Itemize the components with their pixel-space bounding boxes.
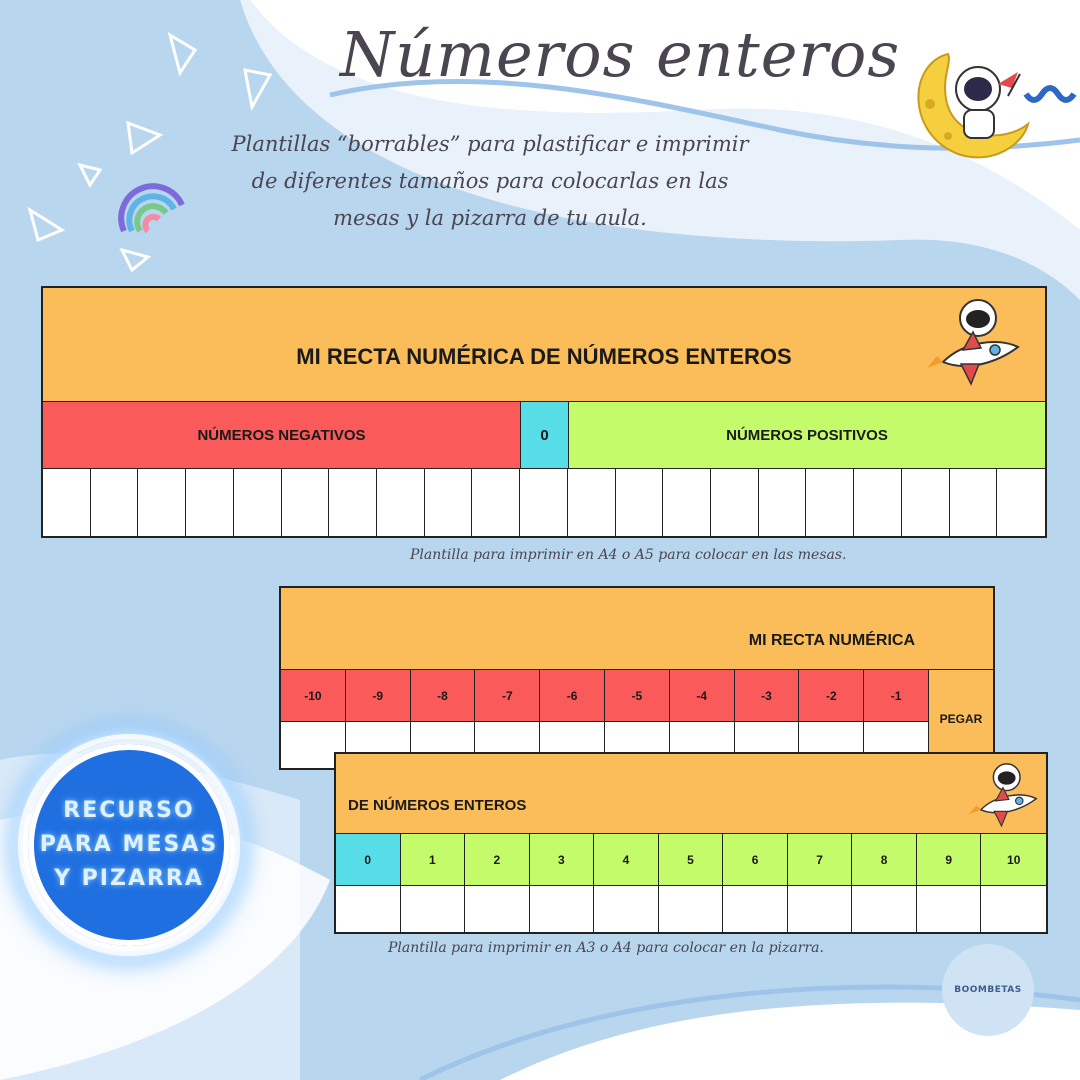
- number-cell: 6: [723, 834, 788, 886]
- blank-cell: [723, 886, 788, 932]
- blank-cell: [401, 886, 466, 932]
- blank-cell: [806, 469, 854, 536]
- resource-badge: [28, 744, 230, 946]
- blank-cell: [329, 469, 377, 536]
- number-cell: -2: [799, 670, 864, 722]
- astronaut-moon-icon: [908, 44, 1080, 164]
- zero-label: 0: [521, 402, 569, 469]
- number-cell: 7: [788, 834, 853, 886]
- template-desk-number-line: [41, 286, 1047, 538]
- blank-cell: [465, 886, 530, 932]
- blank-cell: [663, 469, 711, 536]
- blank-cell: [852, 886, 917, 932]
- number-cell: -5: [605, 670, 670, 722]
- number-cell: 4: [594, 834, 659, 886]
- blank-cell: [659, 886, 724, 932]
- number-cell: 3: [530, 834, 595, 886]
- blank-cell: [186, 469, 234, 536]
- blank-cell: [902, 469, 950, 536]
- number-cell: -3: [735, 670, 800, 722]
- blank-cell: [43, 469, 91, 536]
- blank-cell: [854, 469, 902, 536]
- rainbow-icon: [118, 165, 188, 235]
- template1-caption: Plantilla para imprimir en A4 o A5 para colocar en las mesas.: [410, 547, 847, 563]
- blank-cell: [788, 886, 853, 932]
- number-cell: 0: [336, 834, 401, 886]
- blank-cell: [711, 469, 759, 536]
- blank-cell: [950, 469, 998, 536]
- number-cell: 8: [852, 834, 917, 886]
- number-cell: 1: [401, 834, 466, 886]
- template3-caption: Plantilla para imprimir en A3 o A4 para colocar en la pizarra.: [388, 940, 824, 956]
- badge-line-1: RECURSO: [63, 798, 195, 823]
- template-negative-number-line: [279, 586, 995, 770]
- blank-cell: [336, 886, 401, 932]
- template2-header: MI RECTA NUMÉRICA: [281, 588, 993, 670]
- blank-cell: [520, 469, 568, 536]
- blank-cell: [530, 886, 595, 932]
- badge-line-3: Y PIZARRA: [54, 866, 204, 891]
- blank-cell: [568, 469, 616, 536]
- number-cell: 5: [659, 834, 724, 886]
- number-cell: -1: [864, 670, 929, 722]
- number-cell: -8: [411, 670, 476, 722]
- blank-cell: [917, 886, 982, 932]
- number-cell: 10: [981, 834, 1046, 886]
- number-cell: 9: [917, 834, 982, 886]
- number-cell: -9: [346, 670, 411, 722]
- blank-cell: [91, 469, 139, 536]
- number-cell: -4: [670, 670, 735, 722]
- negative-numbers-label: NÚMEROS NEGATIVOS: [43, 402, 521, 469]
- paste-label: PEGAR: [929, 670, 993, 768]
- astronaut-rocket-icon: [923, 292, 1023, 392]
- blank-cell: [594, 886, 659, 932]
- brand-logo: [942, 944, 1034, 1036]
- blank-cell: [138, 469, 186, 536]
- template3-header: DE NÚMEROS ENTEROS: [336, 754, 1046, 834]
- blank-cell: [234, 469, 282, 536]
- astronaut-rocket-icon: [966, 758, 1040, 832]
- template1-header: MI RECTA NUMÉRICA DE NÚMEROS ENTEROS: [43, 288, 1045, 402]
- blank-cell: [472, 469, 520, 536]
- page-title: Números enteros: [340, 18, 901, 91]
- blank-cell: [759, 469, 807, 536]
- blank-cell: [377, 469, 425, 536]
- blank-cell: [616, 469, 664, 536]
- blank-cell: [997, 469, 1045, 536]
- template-positive-number-line: [334, 752, 1048, 934]
- positive-numbers-label: NÚMEROS POSITIVOS: [569, 402, 1045, 469]
- blank-cell: [425, 469, 473, 536]
- blank-cell: [282, 469, 330, 536]
- page-subtitle: Plantillas “borrables” para plastificar e imprimir de diferentes tamaños para colocarlas en las mesas y la pizarra de tu aula.: [231, 132, 749, 230]
- badge-line-2: PARA MESAS: [39, 832, 219, 857]
- number-cell: 2: [465, 834, 530, 886]
- number-cell: -10: [281, 670, 346, 722]
- number-cell: -7: [475, 670, 540, 722]
- number-cell: -6: [540, 670, 605, 722]
- brand-name: BOOMBETAS: [954, 985, 1022, 995]
- blank-cell: [981, 886, 1046, 932]
